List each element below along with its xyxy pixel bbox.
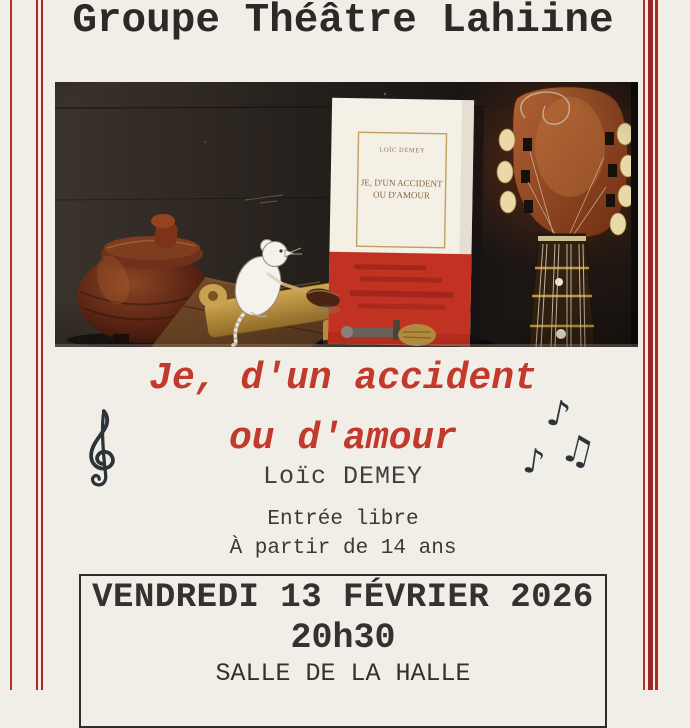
border-rule-left-outer <box>10 0 12 690</box>
play-title-line2: ou d'amour <box>228 417 458 460</box>
event-venue: SALLE DE LA HALLE <box>215 659 471 688</box>
music-note-icon: ♪ <box>542 392 574 437</box>
age-line: À partir de 14 ans <box>229 537 457 560</box>
treble-clef-icon <box>82 404 122 500</box>
music-notes-beamed-icon: ♫ <box>556 424 600 476</box>
event-date: VENDREDI 13 FÉVRIER 2026 <box>92 579 594 617</box>
play-author: Loïc DEMEY <box>262 462 424 491</box>
play-title-line1: Je, d'un accident <box>149 357 537 400</box>
border-rule-left-inner-1 <box>36 0 38 690</box>
border-rule-right-inner <box>643 0 645 690</box>
still-life-photo <box>55 82 638 347</box>
admission-line: Entrée libre <box>267 508 419 531</box>
event-time: 20h30 <box>290 618 396 658</box>
photo-vignette <box>55 82 638 347</box>
photo-bottom-edge <box>55 344 638 347</box>
border-rule-right-outer <box>655 0 658 690</box>
event-box <box>79 574 607 728</box>
music-note-icon: ♪ <box>520 440 548 484</box>
border-rule-left-inner-2 <box>41 0 43 690</box>
music-notes <box>520 392 613 500</box>
border-rule-right-thick <box>648 0 653 690</box>
org-title: Groupe Théâtre Lahiine <box>72 0 614 44</box>
